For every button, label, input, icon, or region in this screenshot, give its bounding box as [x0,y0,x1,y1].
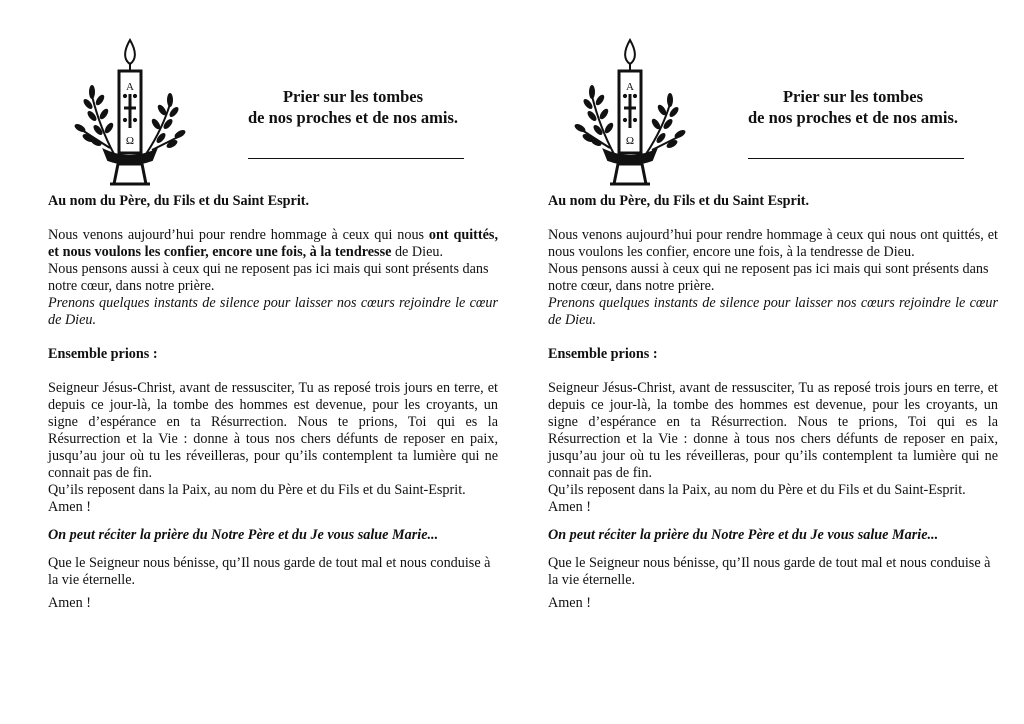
prayer-heading: Ensemble prions : [548,346,658,362]
svg-text:A: A [626,81,634,93]
svg-text:A: A [126,81,134,93]
intro-thought: Nous pensons aussi à ceux qui ne reposent pas ici mais qui sont présents dans notre cœur, dans notre prière. [48,261,489,294]
amen-final: Amen ! [48,595,91,611]
leaflet-body [48,193,498,612]
recitation-note: On peut réciter la prière du Notre Père et du Je vous salue Marie... [548,527,939,543]
title-underline [748,158,964,159]
silence-invitation: Prenons quelques instants de silence pour laisser nos cœurs rejoindre le cœur de Dieu. [548,295,998,328]
prayer-text: Seigneur Jésus-Christ, avant de ressusciter, Tu as reposé trois jours en terre, et depuis ce jour-là, la tombe des hommes est devenue, pour les croyants, un signe d’espérance en ta Résurrection. Nous te prions, Toi qui es la Résurrection et la Vie : donne à tous nos chers défunts de reposer en paix, jusqu’au jour où tu les réveilleras, pour qu’ils contemplent ta lumière qui ne connait pas de fin. [48,380,498,481]
title-underline [248,158,464,159]
intro-thought: Nous pensons aussi à ceux qui ne reposent pas ici mais qui sont présents dans notre cœur, dans notre prière. [548,261,989,294]
title-line-1: Prier sur les tombes [282,87,424,106]
amen-first: Amen ! [548,499,591,515]
intro-paragraph: Nous venons aujourd’hui pour rendre hommage à ceux qui nous ont quittés, et nous voulons les confier, encore une fois, à la tendresse de Dieu. [548,227,998,260]
svg-text:Ω: Ω [125,135,135,147]
intro-text-end: de Dieu. [391,244,444,260]
svg-text:Ω: Ω [625,135,635,147]
prayer-conclusion: Qu’ils reposent dans la Paix, au nom du Père et du Fils et du Saint-Esprit. [548,482,966,498]
invocation: Au nom du Père, du Fils et du Saint Esprit. [548,193,810,209]
silence-invitation: Prenons quelques instants de silence pour laisser nos cœurs rejoindre le cœur de Dieu. [48,295,498,328]
title-line-1: Prier sur les tombes [782,87,924,106]
right-leaflet [548,0,998,724]
amen-final: Amen ! [548,595,591,611]
paschal-candle-icon [574,38,686,188]
prayer-text: Seigneur Jésus-Christ, avant de ressusciter, Tu as reposé trois jours en terre, et depuis ce jour-là, la tombe des hommes est devenue, pour les croyants, un signe d’espérance en ta Résurrection. Nous te prions, Toi qui es la Résurrection et la Vie : donne à tous nos chers défunts de reposer en paix, jusqu’au jour où tu les réveilleras, pour qu’ils contemplent ta lumière qui ne connait pas de fin. [548,380,998,481]
blessing: Que le Seigneur nous bénisse, qu’Il nous garde de tout mal et nous conduise à la vie éternelle. [48,555,491,588]
leaflet-title [228,86,478,128]
title-line-2: de nos proches et de nos amis. [247,108,459,127]
title-line-2: de nos proches et de nos amis. [747,108,959,127]
invocation: Au nom du Père, du Fils et du Saint Esprit. [48,193,310,209]
paschal-candle-icon [74,38,186,188]
intro-bold-text: ont quittés, et nous voulons les confier, encore une fois, à la tendresse [48,227,498,260]
left-leaflet [48,0,498,724]
recitation-note: On peut réciter la prière du Notre Père et du Je vous salue Marie... [48,527,439,543]
leaflet-body [548,193,998,612]
amen-first: Amen ! [48,499,91,515]
leaflet-title [728,86,978,128]
intro-text: Nous venons aujourd’hui pour rendre hommage à ceux qui nous [48,227,429,243]
prayer-heading: Ensemble prions : [48,346,158,362]
prayer-conclusion: Qu’ils reposent dans la Paix, au nom du Père et du Fils et du Saint-Esprit. [48,482,466,498]
intro-paragraph [48,227,498,261]
blessing: Que le Seigneur nous bénisse, qu’Il nous garde de tout mal et nous conduise à la vie éternelle. [548,555,991,588]
